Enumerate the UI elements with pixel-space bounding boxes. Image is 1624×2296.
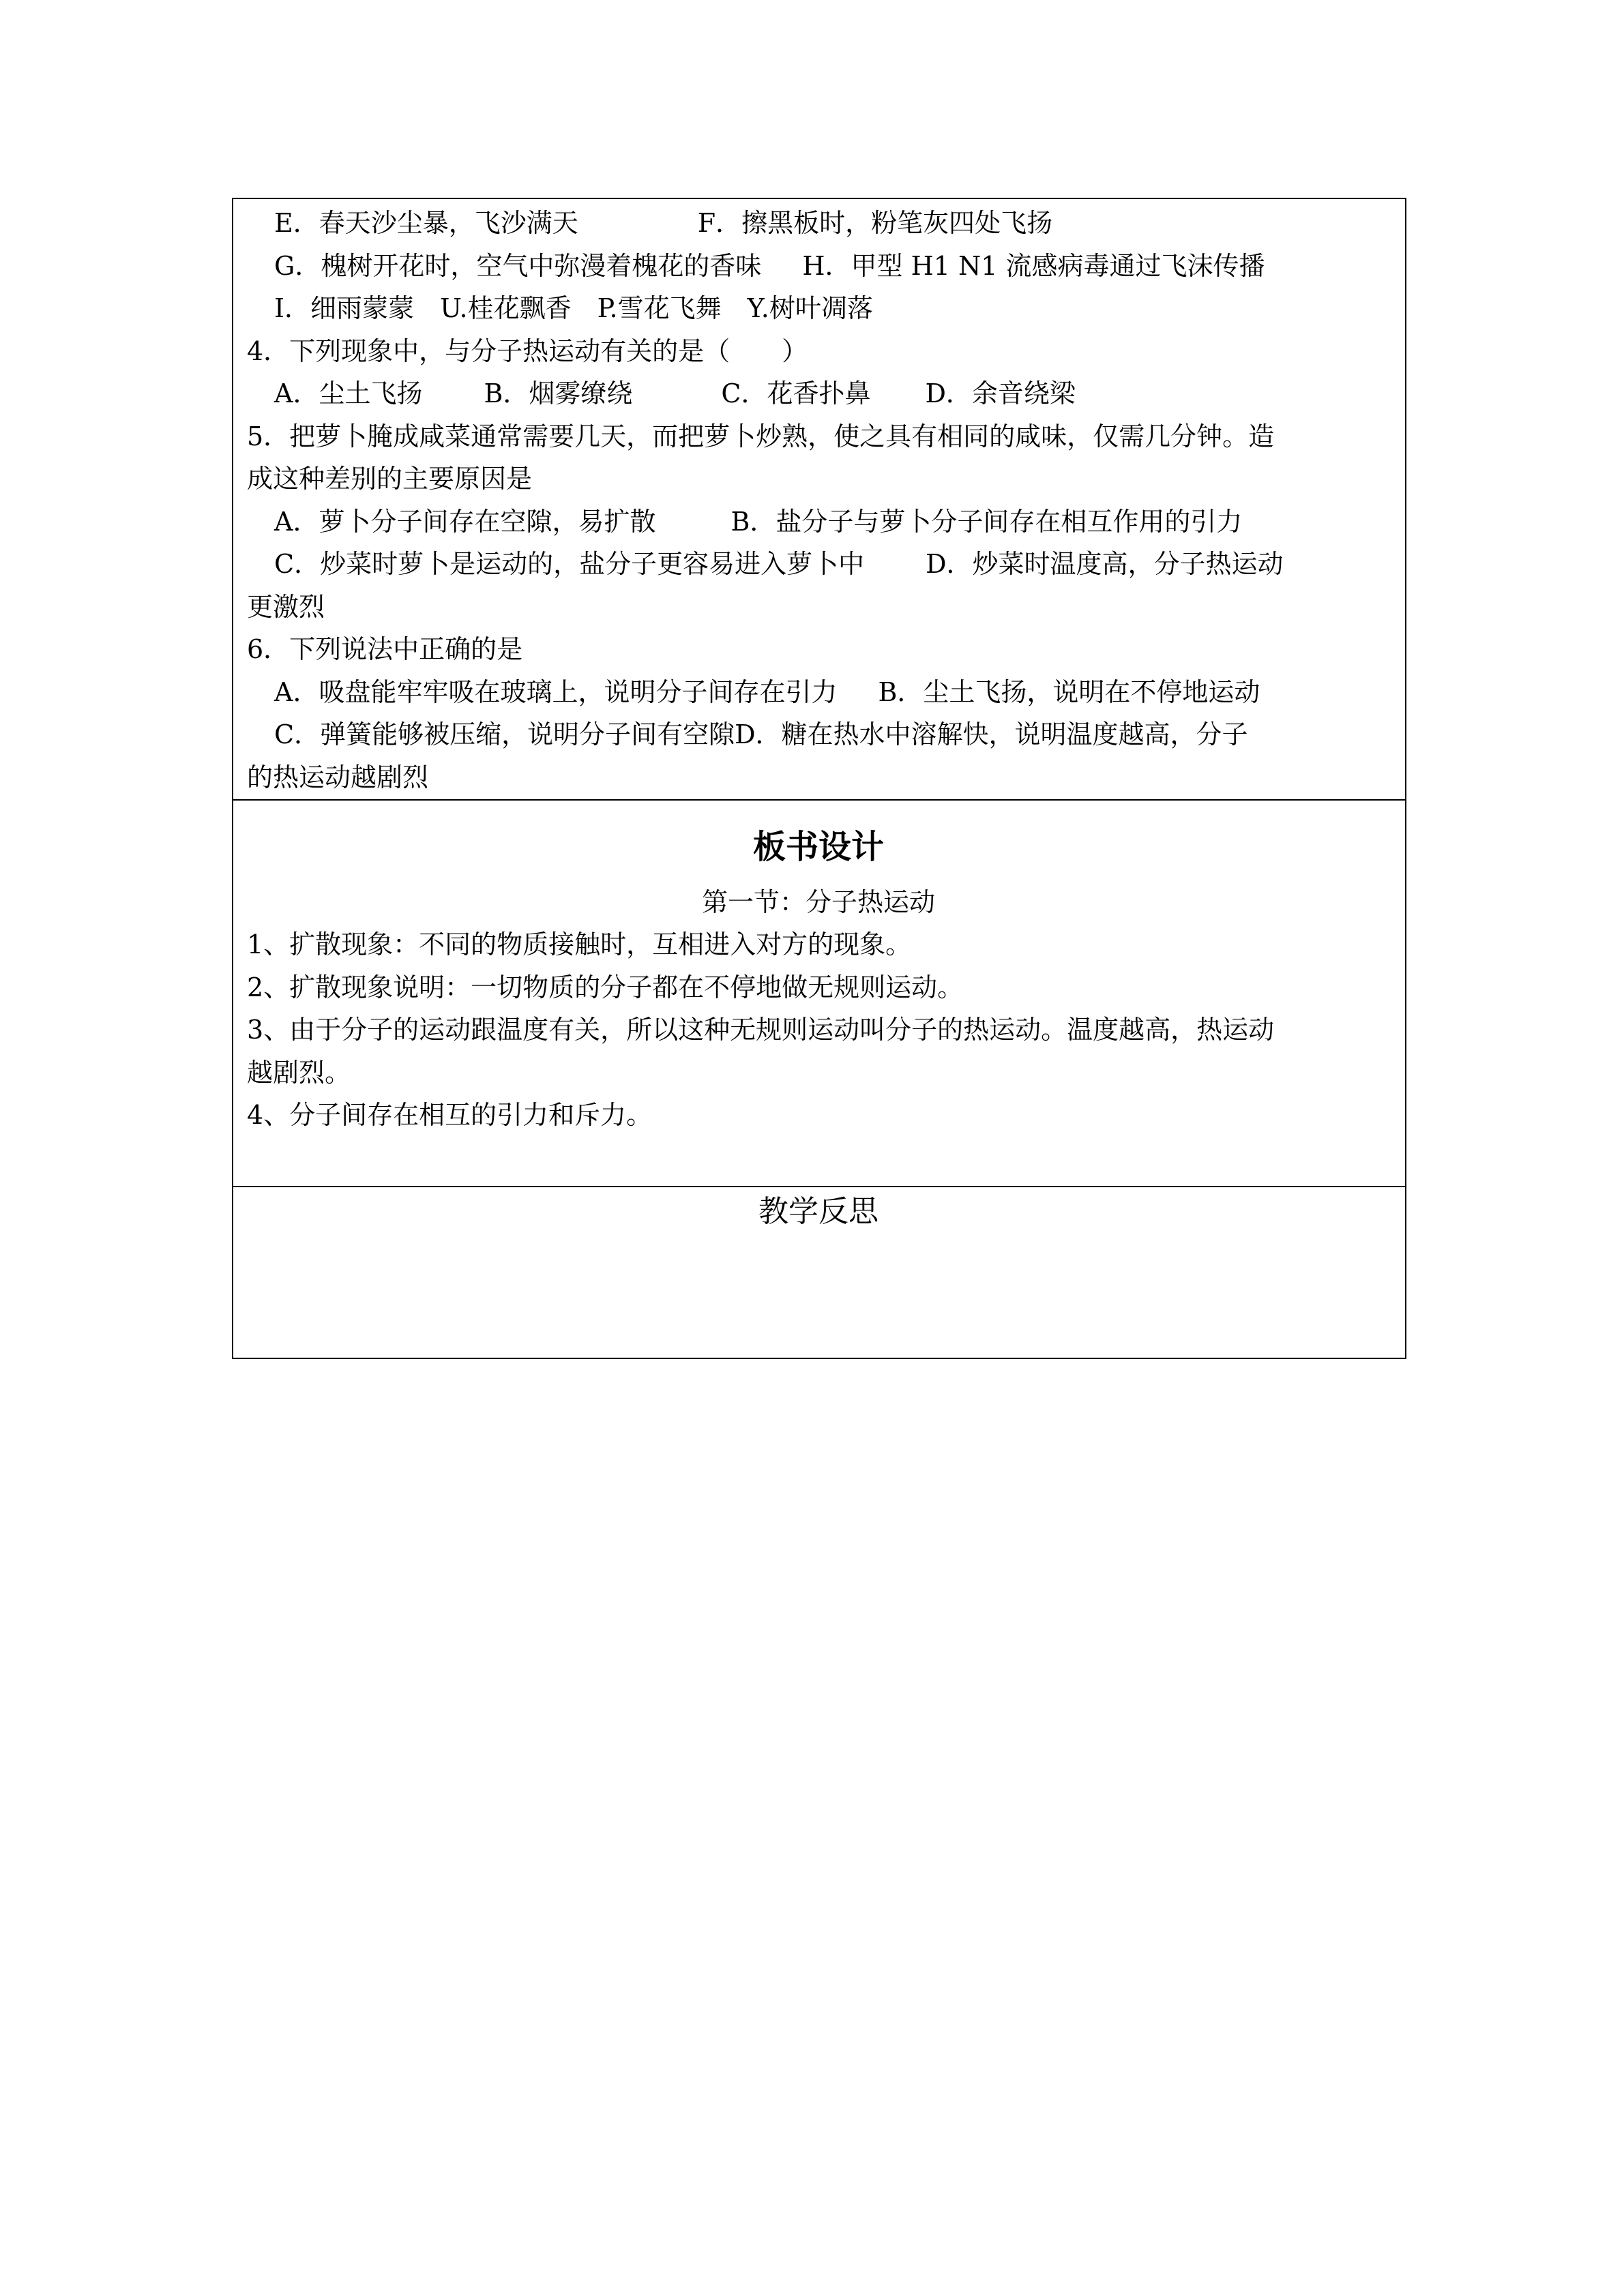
board-item-2: 2、扩散现象说明：一切物质的分子都在不停地做无规则运动。 [247,972,964,1002]
q5-options-ab [247,501,1390,543]
board-design-section [233,799,1405,1186]
q6-option-a: A．吸盘能牢牢吸在玻璃上，说明分子间存在引力 [274,676,838,707]
q3-options-ef [247,202,1390,245]
q5-option-c: C．炒菜时萝卜是运动的，盐分子更容易进入萝卜中 [274,549,865,579]
board-item-3: 3、由于分子的运动跟温度有关，所以这种无规则运动叫分子的热运动。温度越高，热运动 [247,1015,1275,1045]
q6-option-d: D．糖在热水中溶解快，说明温度越高，分子 [735,719,1248,749]
q6-options-ab [247,671,1390,714]
board-item-3-continued: 越剧烈。 [247,1057,351,1088]
q5-option-d: D．炒菜时温度高，分子热运动 [926,549,1284,579]
q5-stem-line1: 5．把萝卜腌成咸菜通常需要几天，而把萝卜炒熟，使之具有相同的咸味，仅需几分钟。造 [247,421,1275,451]
q6-options-cd [247,713,1390,756]
q6-option-b: B．尘土飞扬，说明在不停地运动 [878,676,1260,707]
q5-options-cd [247,543,1390,586]
q3-options-iuy: I．细雨蒙蒙 U.桂花飘香 P.雪花飞舞 Y.树叶凋落 [274,293,873,323]
q4-option-c: C．花香扑鼻 [721,378,871,408]
lesson-plan-table [232,198,1406,1359]
q5-option-b: B．盐分子与萝卜分子间存在相互作用的引力 [730,506,1243,537]
q5-stem-line2: 成这种差别的主要原因是 [247,464,533,494]
teaching-reflection-section [233,1186,1405,1358]
q6-option-c: C．弹簧能够被压缩，说明分子间有空隙 [274,719,735,749]
board-item-1: 1、扩散现象：不同的物质接触时，互相进入对方的现象。 [247,929,912,959]
board-design-subtitle: 第一节：分子热运动 [701,887,935,917]
exercise-section [233,199,1405,799]
q6-stem: 6．下列说法中正确的是 [247,634,523,664]
q4-option-d: D．余音绕梁 [925,378,1076,408]
q3-option-e: E．春天沙尘暴，飞沙满天 [274,208,578,238]
q3-option-h: H．甲型 H1 N1 流感病毒通过飞沫传播 [802,250,1265,281]
q4-option-a: A．尘土飞扬 [274,378,423,408]
q4-option-b: B．烟雾缭绕 [484,378,633,408]
board-item-4: 4、分子间存在相互的引力和斥力。 [247,1100,653,1130]
q5-option-a: A．萝卜分子间存在空隙，易扩散 [274,506,656,537]
q3-option-g: G．槐树开花时，空气中弥漫着槐花的香味 [274,250,762,281]
board-design-title: 板书设计 [752,828,884,866]
q4-stem: 4．下列现象中，与分子热运动有关的是（ ） [247,336,808,366]
q4-options [247,372,1390,415]
q3-options-gh [247,245,1390,288]
teaching-reflection-title: 教学反思 [758,1194,879,1229]
q5-option-d-continued: 更激烈 [247,591,325,622]
q6-option-d-continued: 的热运动越剧烈 [247,762,429,792]
q3-option-f: F．擦黑板时，粉笔灰四处飞扬 [697,208,1053,238]
